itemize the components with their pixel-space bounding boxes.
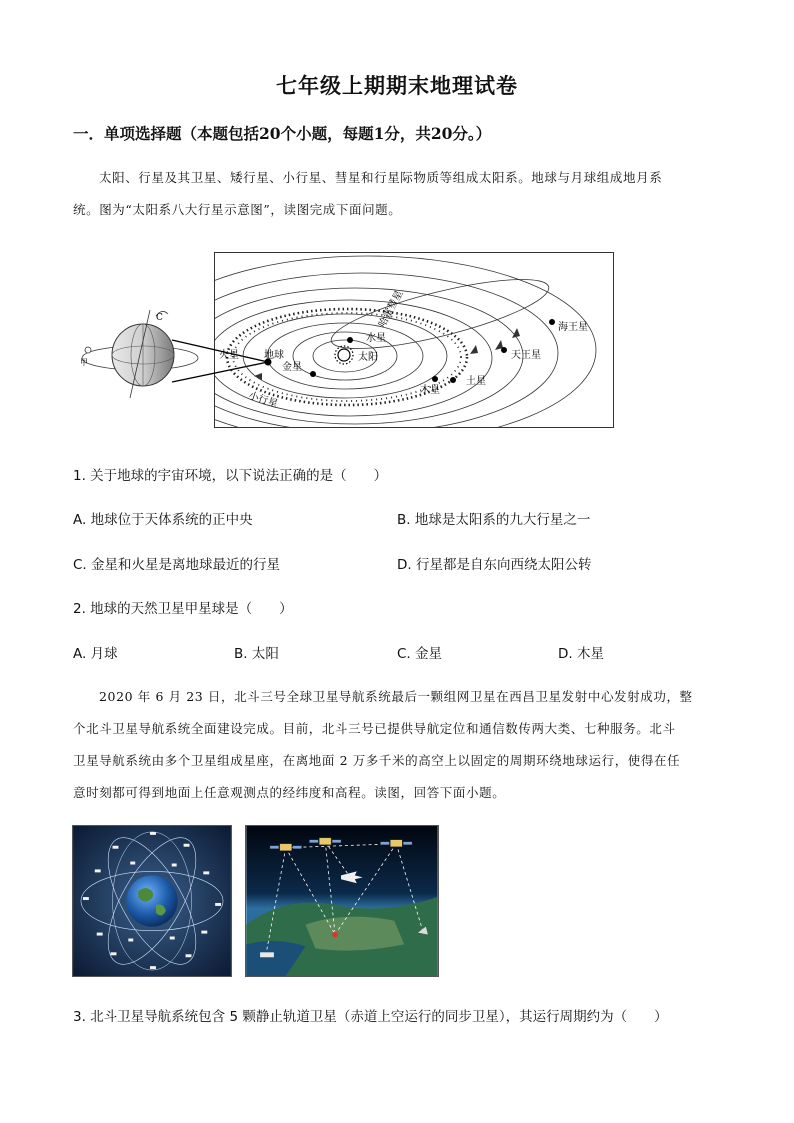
passage-1-line-2: 统。图为“太阳系八大行星示意图”，读图完成下面问题。 [73, 202, 402, 217]
passage-1 [73, 162, 721, 226]
question-1-option-a[interactable]: A. 地球位于天体系统的正中央 [73, 512, 253, 528]
question-2-option-a[interactable]: A. 月球 [73, 646, 118, 662]
planet-saturn [450, 377, 456, 383]
question-2-option-b[interactable]: B. 太阳 [234, 646, 279, 662]
earth-icon [126, 875, 177, 926]
sun [338, 349, 350, 361]
label-jupiter: 木星 [420, 385, 440, 396]
label-mars: 火星 [219, 350, 239, 361]
question-1-option-b[interactable]: B. 地球是太阳系的九大行星之一 [397, 512, 591, 528]
label-halley-comet: 哈雷彗星 [376, 288, 406, 330]
planet-venus [310, 371, 316, 377]
planet-uranus [501, 347, 507, 353]
question-2-stem: 2. 地球的天然卫星甲星球是（ ） [73, 601, 293, 617]
question-2-option-c[interactable]: C. 金星 [397, 646, 443, 662]
satellite-constellation-image [72, 825, 232, 977]
passage-2-line-4: 意时刻都可得到地面上任意观测点的经纬度和高程。读图，回答下面小题。 [73, 785, 506, 800]
passage-2-line-2: 个北斗卫星导航系统全面建设完成。目前，北斗三号已提供导航定位和通信数传两大类、七种服务。北斗 [73, 721, 676, 736]
solar-system-diagram [0, 240, 794, 440]
question-1-option-c[interactable]: C. 金星和火星是离地球最近的行星 [73, 557, 281, 573]
passage-2-line-3: 卫星导航系统由多个卫星组成星座，在离地面 2 万多千米的高空上以固定的周期环绕地球运行，使得在任 [73, 753, 681, 768]
ship-icon [260, 952, 274, 957]
passage-2 [73, 681, 721, 809]
label-mercury: 水星 [366, 333, 386, 344]
passage-2-line-1: 2020 年 6 月 23 日，北斗三号全球卫星导航系统最后一颗组网卫星在西昌卫星发射中心发射成功，整 [99, 689, 693, 704]
label-jia: 甲 [80, 358, 88, 367]
passage-1-line-1: 太阳、行星及其卫星、矮行星、小行星、彗星和行星际物质等组成太阳系。地球与月球组成地月系 [99, 170, 663, 185]
planet-jupiter [432, 376, 438, 382]
planet-neptune [549, 319, 555, 325]
question-2-option-d[interactable]: D. 木星 [558, 646, 604, 662]
ground-target-icon [332, 932, 338, 938]
label-asteroid: 小行星 [247, 390, 280, 411]
planet-mercury [347, 337, 353, 343]
question-1-stem: 1. 关于地球的宇宙环境，以下说法正确的是（ ） [73, 468, 388, 484]
label-sun: 太阳 [358, 352, 378, 363]
label-earth: 地球 [264, 350, 284, 361]
label-neptune: 海王星 [558, 322, 588, 333]
moon-jia [85, 347, 91, 353]
page-title: 七年级上期期末地理试卷 [276, 73, 518, 98]
label-venus: 金星 [282, 362, 302, 373]
label-c: C [156, 313, 163, 323]
label-uranus: 天王星 [511, 350, 541, 361]
satellite-navigation-image [245, 825, 439, 977]
question-3-stem: 3. 北斗卫星导航系统包含 5 颗静止轨道卫星（赤道上空运行的同步卫星），其运行周期约为（ ） [73, 1009, 668, 1025]
section-heading: 一．单项选择题（本题包括20个小题，每题1分，共20分。） [73, 124, 492, 143]
question-1-option-d[interactable]: D. 行星都是自东向西绕太阳公转 [397, 557, 592, 573]
label-saturn: 土星 [466, 376, 486, 387]
